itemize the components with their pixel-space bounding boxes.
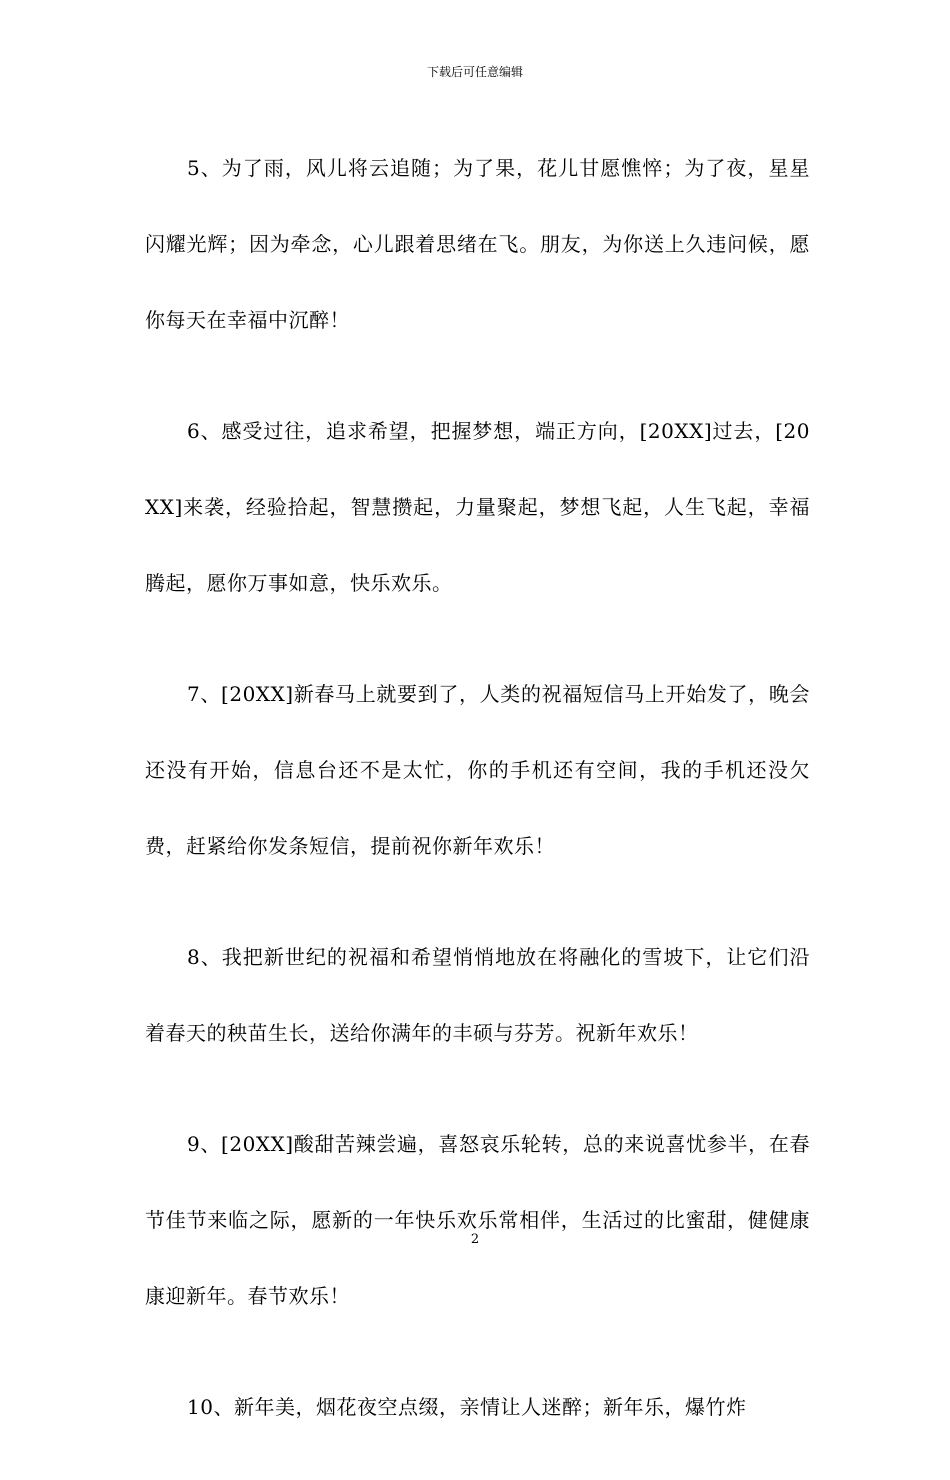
paragraph-5: 5、为了雨，风儿将云追随；为了果，花儿甘愿憔悴；为了夜，星星闪耀光辉；因为牵念，心儿跟着思绪在飞。朋友，为你送上久违问候，愿你每天在幸福中沉醉！ <box>145 156 810 332</box>
paragraph-8: 8、我把新世纪的祝福和希望悄悄地放在将融化的雪坡下，让它们沿着春天的秧苗生长，送给你满年的丰硕与芬芳。祝新年欢乐！ <box>145 945 810 1045</box>
paragraph-10: 10、新年美，烟花夜空点缀，亲情让人迷醉；新年乐，爆竹炸 <box>187 1395 747 1419</box>
page-header: 下载后可任意编辑 <box>426 65 523 79</box>
document-body <box>145 130 810 1480</box>
paragraph-9: 9、[20XX]酸甜苦辣尝遍，喜怒哀乐轮转，总的来说喜忧参半，在春节佳节来临之际，愿新的一年快乐欢乐常相伴，生活过的比蜜甜，健健康康迎新年。春节欢乐！ <box>145 1132 810 1308</box>
paragraph-7: 7、[20XX]新春马上就要到了，人类的祝福短信马上开始发了，晚会还没有开始，信息台还不是太忙，你的手机还有空间，我的手机还没欠费，赶紧给你发条短信，提前祝你新年欢乐！ <box>145 682 810 858</box>
page-number: 2 <box>470 1232 480 1247</box>
paragraph-6: 6、感受过往，追求希望，把握梦想，端正方向，[20XX]过去，[20XX]来袭，经验拾起，智慧攒起，力量聚起，梦想飞起，人生飞起，幸福腾起，愿你万事如意，快乐欢乐。 <box>145 419 810 595</box>
